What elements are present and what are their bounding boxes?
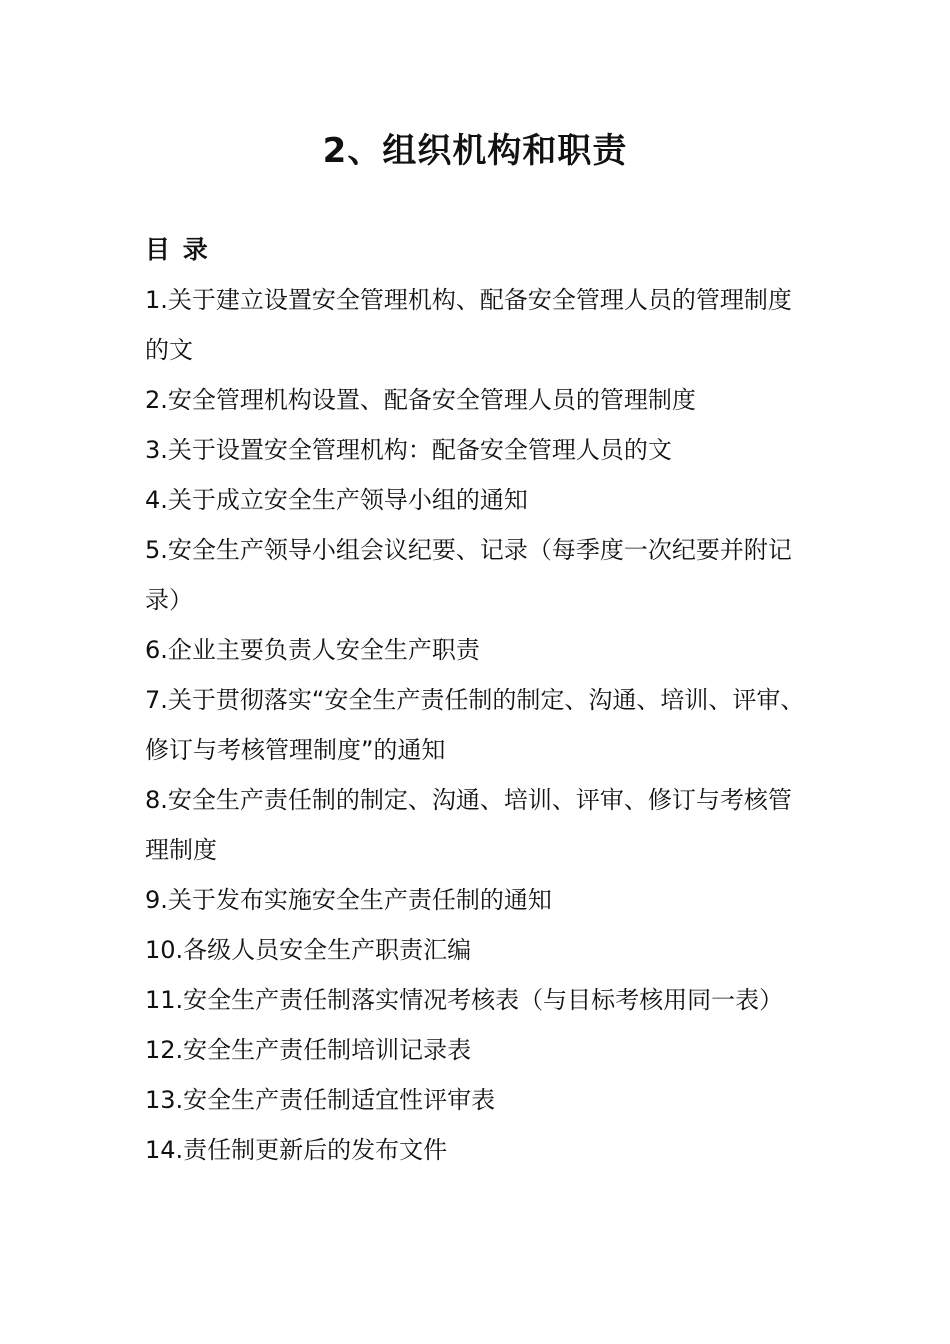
toc-item-9: 9.关于发布实施安全生产责任制的通知: [145, 886, 552, 914]
toc-item-10: 10.各级人员安全生产职责汇编: [145, 936, 472, 964]
toc-heading: 目 录: [145, 235, 210, 264]
toc-item-2: 2.安全管理机构设置、配备安全管理人员的管理制度: [145, 386, 696, 414]
toc-item-7: 7.关于贯彻落实“安全生产责任制的制定、沟通、培训、评审、修订与考核管理制度”的通知: [145, 686, 805, 764]
toc-item-14: 14.责任制更新后的发布文件: [145, 1136, 448, 1164]
toc-list: [145, 275, 810, 1175]
toc-item-6: 6.企业主要负责人安全生产职责: [145, 636, 480, 664]
toc-item-13: 13.安全生产责任制适宜性评审表: [145, 1086, 496, 1114]
document-title: 2、组织机构和职责: [322, 131, 628, 171]
toc-item-12: 12.安全生产责任制培训记录表: [145, 1036, 472, 1064]
toc-item-8: 8.安全生产责任制的制定、沟通、培训、评审、修订与考核管理制度: [145, 786, 792, 864]
toc-item-3: 3.关于设置安全管理机构：配备安全管理人员的文: [145, 436, 672, 464]
toc-item-5: 5.安全生产领导小组会议纪要、记录（每季度一次纪要并附记录）: [145, 536, 792, 614]
toc-item-1: 1.关于建立设置安全管理机构、配备安全管理人员的管理制度的文: [145, 286, 792, 364]
toc-item-11: 11.安全生产责任制落实情况考核表（与目标考核用同一表）: [145, 986, 784, 1014]
toc-item-4: 4.关于成立安全生产领导小组的通知: [145, 486, 528, 514]
